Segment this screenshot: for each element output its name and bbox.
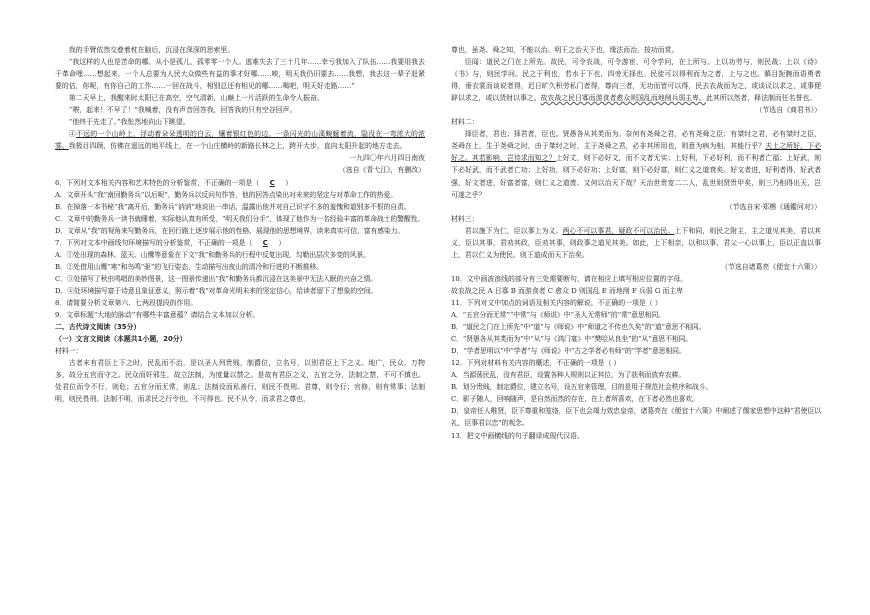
question-9: 9．文章标题“大地的脉动”有哪些丰富意蕴？请结合文本加以分析。 <box>55 311 260 320</box>
option-b: B．划分贵贱，制定爵位，建立名号，设五官来管理，目的是用于规范社会秩序和战斗。 <box>451 383 713 392</box>
story-paragraph: “喂，起来！不早了！”我喊着，没有声音回答我，回答我的只有空谷回声。 <box>68 106 297 115</box>
option-c: C．③处描写了秋虫鸣唱的美妙图景，这一图景传递出“我”和勤务兵都沉浸在这美景中无法入眠的兴奋之情。 <box>55 274 377 283</box>
option-d: D．④处环境描写富于诗意且象征意义，照示着“我”对革命光明未来的坚定信心，给读者留下了想象的空间。 <box>55 286 378 295</box>
option-a: A．“五官分而无常”“中常”与《师说》中“圣人无常师”的“常”意思相同。 <box>451 311 665 320</box>
option-a: A．文章开头“我”南回勤务兵“以后呢”，勤务兵以反问句作答，他的回答点染出对未来的坚定与对革命工作的热爱。 <box>55 190 397 199</box>
material-label: 材料三： <box>451 214 479 223</box>
material-text: 尊也，虽尧、舜之知，不能以治。明王之治天下也，缘法而治，按功而赏。 <box>451 46 679 54</box>
handwritten-answer: C <box>262 238 268 247</box>
option-d: D．文章从“我”的视角来写勤务兵，在回行路上逐步展示他的性格、展现他的思想境界，读来真实可信，富有感染力。 <box>55 226 405 235</box>
question-text: ） <box>285 178 293 187</box>
option-b: B．②处借用山鹰“寒”和鸟鸣“驱”的飞行姿态，生动描写出夜山的清冷和行进的不断推移。 <box>55 262 323 271</box>
question-12: 12．下列对材料有关内容的概述，不正确的一项是（ ） <box>451 359 621 368</box>
circled-number: ④ <box>68 130 76 139</box>
option-d: D．皇帝任人唯贤，臣下尊重和笼络，臣下也会竭力效忠皇帝，诸葛亮在《便宜十六策》中阐述了儒家思想中这种“君使臣以礼，臣事君以忠”的观念。 <box>451 407 821 428</box>
question-10-options: 故农战之民 A 日寡 B 而游食者 C 愈众 D 则国乱 E 而地削 F 兵弱 G 而主卑 <box>451 286 684 295</box>
story-paragraph: “我这样的人也是苦命的哪。从小是孤儿，孤零零一个人。逃难失去了三十几年……幸亏我加入了队伍……我要用我去干革命哩……想起来，一个人总要为人民大众做些有益的事才好哪……唉，明天我仍旧要去……我想，我去这一辈子赶紧要的估，你呢，有你自己的工作……一回在战斗，相别总还有相见的哪……喝吧，明天好走路……” <box>55 58 425 91</box>
left-column <box>55 44 425 405</box>
option-a: A．①处出现的森林、蓝天、山鹰等意象在下文“我”和勤务兵的行程中反复出现，勾勒出层次多变的风景。 <box>55 250 370 259</box>
question-text: ） <box>278 238 286 247</box>
option-c: C．影子随人，回响随声，是自然而然的存在，在上者所喜欢，在下者必然也喜欢。 <box>451 395 699 404</box>
question-7 <box>55 237 425 249</box>
material-text-span: 上好丈，则下必好文，而不文者无实；上好利，下必好利，而不利者亡福；上好武，则下必好武，而不武者亡功；上好功，则下必好功；上好富，则下必好富，则仁义之道衰矣。好文者进，好利者得，好武者强，好文者进，好富者富，则仁义之道废。又何以治天下哉？天治世贵宽二二人，乱世则贤贵甲矣，则三乃相得出天，岂可遂之乎？ <box>451 154 822 199</box>
material-text-span: 此其所以然者，释法制而任名誉也。 <box>705 94 817 103</box>
material-text <box>451 225 821 261</box>
question-10: 10．文中画波浪线的部分有三处需要断句，请在相应上填写相应位置的字母。 <box>451 274 688 283</box>
material-text <box>451 128 821 200</box>
material-text-span: 择臣者，君也；择君者，臣也。贤愚各从其类而为。奈何有尧舜之君，必有尧舜之臣；有桀纣之君，必有桀纣之臣，尧舜在上，生于尧舜之时，由于桀纣之时，主于尧舜之君，必非其所用也，则意为病为相，其能行乎？ <box>451 130 821 151</box>
story-source: （选自《青弋江》，有删改） <box>338 166 425 175</box>
underlined-sentence: 不远的一个山岭上，浮动着朵朵透明的白云，镶着银红色的边。一条闪光的山溪蜿蜒着流，隐没在一弯浓大的浓雾。 <box>55 130 426 151</box>
source-citation: （节选自宋·郑樵《通鑑问对》） <box>725 202 821 211</box>
section-heading: 二、古代诗文阅读（35分） <box>55 323 141 332</box>
subsection-heading: （一）文言文阅读（本题共1小题，20分） <box>55 335 187 344</box>
story-paragraph: 第二天早上，我醒来时太阳已在高空，空气清新，山巅上一片活跃的生命令人振奋。 <box>68 94 324 103</box>
option-a: A．当源荡民乱，没有君臣，设置各种人规则以正其位，为了获利而放弃农耕。 <box>451 371 686 380</box>
question-text: 7．下列对文本中画线句环境描写的分析鉴赏，不正确的一项是（ <box>55 238 253 247</box>
source-citation: （节选自《商君书》） <box>755 106 821 115</box>
material-text-span: 上下和同，则民之附主，主之道见其美，君以其义，臣以其事，君劝其政，臣劝其事，则政事之道见其美。如此，上下相亲，以和以事，君父一心以事上，臣以正直以事上，君以仁义为使民。则王道成而天下治矣。 <box>451 226 822 259</box>
story-date: 一九四〇年六月四日南夜 <box>349 154 425 163</box>
handwritten-answer: C <box>269 178 275 187</box>
material-label: 材料一： <box>55 347 83 356</box>
material-text-span: 臣闻：道民之门在上所先。故民，可令农战，可令游宦，可令学问，在上所与。上以功劳与，则民战；上以《诗》《书》与，则民学问。民之于利也，若水于下也，四旁无择也。民徒可以得利而为之者，上与之也。瞋目扼腕而语勇者得，垂衣裳而谈说者得，迟日旷久积劳私门者得，尊向三者，无功而皆可以得，民去农战而为之，或谈议以求之，或事便辟以求之，或以货财以事之。 <box>451 58 821 103</box>
story-paragraph-underlined <box>55 128 425 152</box>
question-11: 11．下列对文中加点的词语及相关内容的解说，不正确的一项是（ ） <box>451 298 662 307</box>
wavy-underlined-sentence: 故农战之民日寡而游食者愈众则国乱而地削兵弱主卑。 <box>540 94 706 103</box>
source-citation: （节选自诸葛亮《便宜十六策》） <box>721 262 821 271</box>
option-b: B．“道民之门在上所先”中“道”与《师说》中“师道之不传也久矣”的“道”意思不相同。 <box>451 323 706 332</box>
option-c: C．文章中的勤务兵一读书就睡着，实际他认真有所受，“明天我们分手”，体现了他作为一名经验丰富的革命战士的警醒性。 <box>55 214 425 223</box>
question-8: 8．请简要分析文章第六、七两段提段的作用。 <box>55 298 198 307</box>
material-text-span: 君以施下为仁，臣以事上为义。 <box>464 226 563 235</box>
story-paragraph: “他终于先走了。”我怅然地向山下眺望。 <box>68 118 190 127</box>
right-column <box>451 44 821 442</box>
material-text <box>451 56 821 104</box>
story-paragraph: 我的手臂依然交叠着枕在脑后，沉浸在深深的思索里。 <box>68 46 235 54</box>
option-b: B．在掉落一本书秘“我”离开后，勤务兵“讷讷”地说出一串话，温露出他并对自己识字不多的羞愧和道别多不恨的自责。 <box>55 202 411 211</box>
material-label: 材料二： <box>451 118 479 127</box>
material-text: 古者未有君臣上下之时，民乱而不治，是以圣人列贵贱，制爵位，立名号，以别君臣上下之义。地广，民众，万物多，故分五官而守之。民众而奸邪生，故立法制，为度量以禁之。是故有君臣之义，五官之分，法制之禁，不可不慎也。处君位而令不行，则危；五官分而无常，则乱；法制设而私善行，则民不畏刑。君尊，则令行；官修，则有常事；法制明，则民畏刑。法制不明，而求民之行令也，不可得也。民不从令，而求君之尊也， <box>55 359 425 404</box>
underlined-sentence: 夫上之所好，下必好之。其若影响，岂待求而知之？ <box>451 142 822 163</box>
question-13: 13．把文中画横线的句子翻译成现代汉语。 <box>451 431 584 440</box>
option-d: D．“学者思明以”中“学者”与《师说》中“古之学者必有师”的“学者”意思相同。 <box>451 347 686 356</box>
option-c: C．“贤愚各从其类而为”中“从”与《鸿门宴》中“樊哙从良坐”的“从”意思不相同。 <box>451 335 693 344</box>
underlined-sentence: 两心不可以事君，疑政不可以治民。 <box>562 226 675 235</box>
question-6 <box>55 177 425 189</box>
story-text: 我极目四顾，仿佛在遥远的地平线上，在一个山庄横岭的新路长林之上，跨开大步，直向太阳升起的地方走去。 <box>68 142 407 151</box>
question-text: 6．下列对文本相关内容和艺术特色的分析鉴赏，不正确的一项是（ <box>55 178 260 187</box>
